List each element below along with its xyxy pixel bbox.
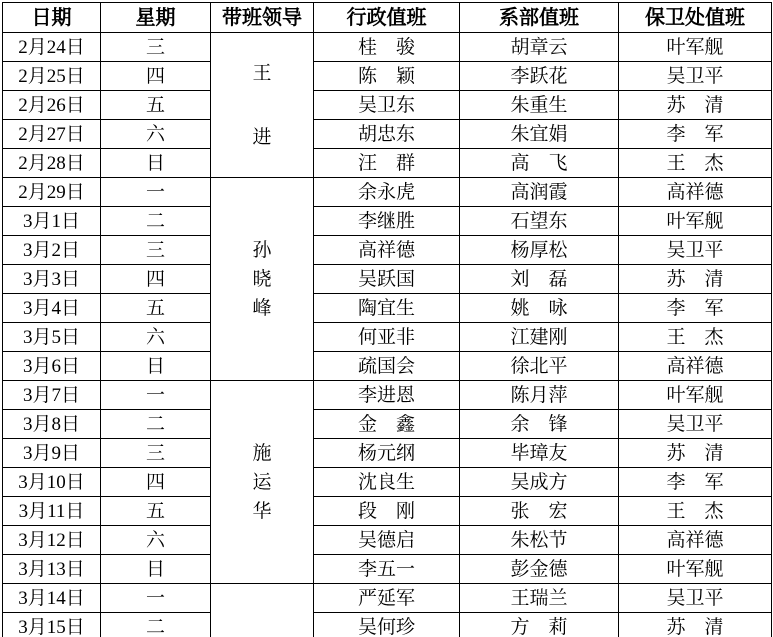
weekday-cell: 一 — [101, 381, 211, 410]
admin-duty-cell: 段 刚 — [314, 497, 460, 526]
weekday-cell: 三 — [101, 33, 211, 62]
admin-duty-cell: 严延军 — [314, 584, 460, 613]
weekday-cell: 六 — [101, 323, 211, 352]
roster-body — [3, 33, 772, 637]
weekday-cell: 二 — [101, 410, 211, 439]
security-duty-cell: 苏 清 — [619, 613, 772, 637]
weekday-cell: 二 — [101, 613, 211, 637]
admin-duty-cell: 吴德启 — [314, 526, 460, 555]
admin-duty-cell: 桂 骏 — [314, 33, 460, 62]
weekday-cell: 四 — [101, 265, 211, 294]
admin-duty-cell: 吴卫东 — [314, 91, 460, 120]
weekday-cell: 五 — [101, 294, 211, 323]
dept-duty-cell: 姚 咏 — [460, 294, 619, 323]
table-row — [3, 468, 772, 497]
dept-duty-cell: 毕璋友 — [460, 439, 619, 468]
date-cell: 3月5日 — [3, 323, 101, 352]
date-cell: 2月29日 — [3, 178, 101, 207]
security-duty-cell: 叶军舰 — [619, 555, 772, 584]
dept-duty-cell: 杨厚松 — [460, 236, 619, 265]
admin-duty-cell: 李继胜 — [314, 207, 460, 236]
leader-cell — [211, 33, 314, 178]
security-duty-cell: 李 军 — [619, 468, 772, 497]
weekday-cell: 日 — [101, 555, 211, 584]
admin-duty-cell: 胡忠东 — [314, 120, 460, 149]
date-cell: 2月25日 — [3, 62, 101, 91]
dept-duty-cell: 徐北平 — [460, 352, 619, 381]
weekday-cell: 二 — [101, 207, 211, 236]
col-header-weekday: 星期 — [101, 3, 211, 33]
date-cell: 3月9日 — [3, 439, 101, 468]
dept-duty-cell: 朱宜娟 — [460, 120, 619, 149]
dept-duty-cell: 朱松节 — [460, 526, 619, 555]
table-row — [3, 381, 772, 410]
security-duty-cell: 高祥德 — [619, 526, 772, 555]
table-row — [3, 294, 772, 323]
duty-roster-table — [2, 2, 772, 637]
admin-duty-cell: 疏国会 — [314, 352, 460, 381]
leader-name-vertical — [211, 33, 313, 177]
security-duty-cell: 王 杰 — [619, 323, 772, 352]
date-cell: 2月24日 — [3, 33, 101, 62]
date-cell: 3月10日 — [3, 468, 101, 497]
table-row — [3, 91, 772, 120]
leader-char: 孙 — [252, 239, 272, 261]
dept-duty-cell: 高 飞 — [460, 149, 619, 178]
leader-char: 施 — [252, 442, 272, 464]
col-header-admin-duty: 行政值班 — [314, 3, 460, 33]
table-row — [3, 439, 772, 468]
table-row — [3, 323, 772, 352]
date-cell: 3月3日 — [3, 265, 101, 294]
security-duty-cell: 李 军 — [619, 120, 772, 149]
leader-cell — [211, 584, 314, 637]
dept-duty-cell: 高润霞 — [460, 178, 619, 207]
dept-duty-cell: 胡章云 — [460, 33, 619, 62]
dept-duty-cell: 吴成方 — [460, 468, 619, 497]
leader-name-vertical — [211, 178, 313, 380]
table-row — [3, 120, 772, 149]
weekday-cell: 四 — [101, 62, 211, 91]
col-header-leader: 带班领导 — [211, 3, 314, 33]
date-cell: 3月4日 — [3, 294, 101, 323]
date-cell: 2月27日 — [3, 120, 101, 149]
admin-duty-cell: 金 鑫 — [314, 410, 460, 439]
date-cell: 3月6日 — [3, 352, 101, 381]
date-cell: 3月7日 — [3, 381, 101, 410]
admin-duty-cell: 李进恩 — [314, 381, 460, 410]
leader-char: 王 — [252, 62, 272, 84]
leader-cell — [211, 381, 314, 584]
col-header-dept-duty: 系部值班 — [460, 3, 619, 33]
leader-char: 峰 — [252, 297, 272, 319]
table-row — [3, 613, 772, 637]
security-duty-cell: 苏 清 — [619, 265, 772, 294]
security-duty-cell: 叶军舰 — [619, 381, 772, 410]
table-row — [3, 584, 772, 613]
admin-duty-cell: 杨元纲 — [314, 439, 460, 468]
admin-duty-cell: 高祥德 — [314, 236, 460, 265]
date-cell: 3月11日 — [3, 497, 101, 526]
weekday-cell: 五 — [101, 91, 211, 120]
table-row — [3, 236, 772, 265]
table-row — [3, 555, 772, 584]
admin-duty-cell: 沈良生 — [314, 468, 460, 497]
dept-duty-cell: 王瑞兰 — [460, 584, 619, 613]
table-row — [3, 178, 772, 207]
security-duty-cell: 高祥德 — [619, 352, 772, 381]
security-duty-cell: 吴卫平 — [619, 584, 772, 613]
security-duty-cell: 叶军舰 — [619, 207, 772, 236]
dept-duty-cell: 刘 磊 — [460, 265, 619, 294]
leader-char: 华 — [252, 500, 272, 522]
table-row — [3, 410, 772, 439]
weekday-cell: 一 — [101, 178, 211, 207]
table-row — [3, 265, 772, 294]
weekday-cell: 五 — [101, 497, 211, 526]
security-duty-cell: 吴卫平 — [619, 410, 772, 439]
leader-cell — [211, 178, 314, 381]
leader-char: 运 — [252, 471, 272, 493]
date-cell: 3月13日 — [3, 555, 101, 584]
weekday-cell: 六 — [101, 120, 211, 149]
weekday-cell: 日 — [101, 352, 211, 381]
date-cell: 3月8日 — [3, 410, 101, 439]
table-row — [3, 207, 772, 236]
weekday-cell: 六 — [101, 526, 211, 555]
date-cell: 2月26日 — [3, 91, 101, 120]
security-duty-cell: 苏 清 — [619, 439, 772, 468]
weekday-cell: 日 — [101, 149, 211, 178]
dept-duty-cell: 张 宏 — [460, 497, 619, 526]
dept-duty-cell: 方 莉 — [460, 613, 619, 637]
leader-char: 进 — [252, 126, 272, 148]
admin-duty-cell: 汪 群 — [314, 149, 460, 178]
dept-duty-cell: 江建刚 — [460, 323, 619, 352]
admin-duty-cell: 余永虎 — [314, 178, 460, 207]
security-duty-cell: 李 军 — [619, 294, 772, 323]
date-cell: 3月15日 — [3, 613, 101, 637]
dept-duty-cell: 李跃花 — [460, 62, 619, 91]
admin-duty-cell: 陶宜生 — [314, 294, 460, 323]
admin-duty-cell: 陈 颖 — [314, 62, 460, 91]
dept-duty-cell: 余 锋 — [460, 410, 619, 439]
leader-name-vertical — [211, 584, 313, 637]
col-header-date: 日期 — [3, 3, 101, 33]
dept-duty-cell: 彭金德 — [460, 555, 619, 584]
table-row — [3, 526, 772, 555]
date-cell: 3月1日 — [3, 207, 101, 236]
table-row — [3, 33, 772, 62]
dept-duty-cell: 石望东 — [460, 207, 619, 236]
table-row — [3, 497, 772, 526]
admin-duty-cell: 李五一 — [314, 555, 460, 584]
admin-duty-cell: 吴何珍 — [314, 613, 460, 637]
dept-duty-cell: 朱重生 — [460, 91, 619, 120]
security-duty-cell: 叶军舰 — [619, 33, 772, 62]
weekday-cell: 四 — [101, 468, 211, 497]
table-row — [3, 149, 772, 178]
security-duty-cell: 王 杰 — [619, 149, 772, 178]
date-cell: 3月14日 — [3, 584, 101, 613]
date-cell: 3月2日 — [3, 236, 101, 265]
weekday-cell: 一 — [101, 584, 211, 613]
leader-char: 晓 — [252, 268, 272, 290]
admin-duty-cell: 何亚非 — [314, 323, 460, 352]
table-row — [3, 62, 772, 91]
security-duty-cell: 王 杰 — [619, 497, 772, 526]
col-header-security-duty: 保卫处值班 — [619, 3, 772, 33]
admin-duty-cell: 吴跃国 — [314, 265, 460, 294]
weekday-cell: 三 — [101, 236, 211, 265]
weekday-cell: 三 — [101, 439, 211, 468]
security-duty-cell: 苏 清 — [619, 91, 772, 120]
date-cell: 3月12日 — [3, 526, 101, 555]
header-row — [3, 3, 772, 33]
leader-name-vertical — [211, 381, 313, 583]
date-cell: 2月28日 — [3, 149, 101, 178]
security-duty-cell: 吴卫平 — [619, 62, 772, 91]
security-duty-cell: 吴卫平 — [619, 236, 772, 265]
table-row — [3, 352, 772, 381]
dept-duty-cell: 陈月萍 — [460, 381, 619, 410]
security-duty-cell: 高祥德 — [619, 178, 772, 207]
